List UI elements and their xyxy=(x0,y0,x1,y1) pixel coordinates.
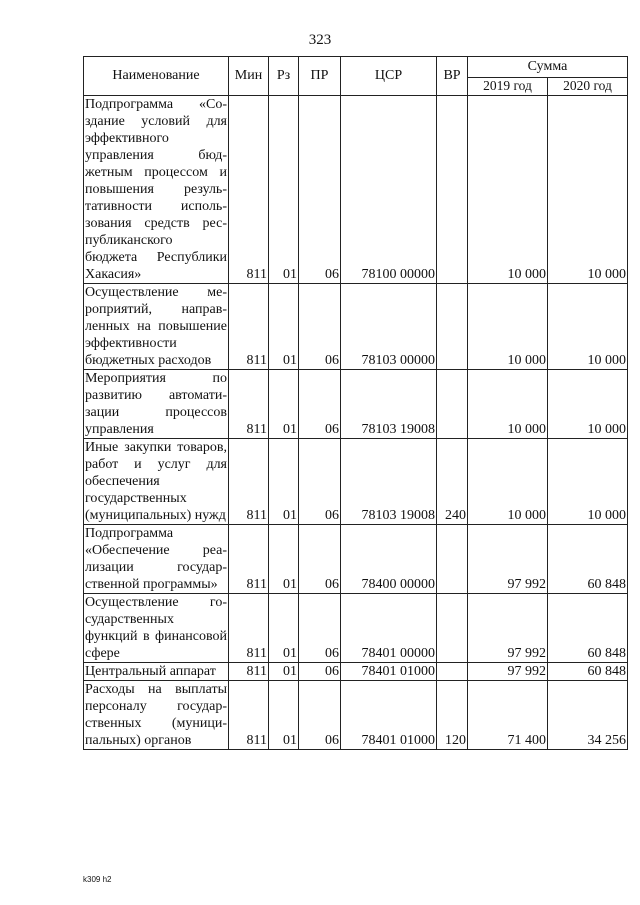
table-row xyxy=(84,284,628,370)
cell-y2019: 10 000 xyxy=(468,96,548,284)
cell-min: 811 xyxy=(229,681,269,750)
cell-pr: 06 xyxy=(299,681,341,750)
cell-min: 811 xyxy=(229,370,269,439)
cell-y2020: 10 000 xyxy=(548,439,628,525)
cell-rz: 01 xyxy=(269,681,299,750)
cell-pr: 06 xyxy=(299,525,341,594)
cell-name: Подпрограмма «Обеспечение реализации государственной программы» xyxy=(85,526,227,592)
table-row xyxy=(84,96,628,284)
table-row xyxy=(84,370,628,439)
cell-rz: 01 xyxy=(269,284,299,370)
cell-y2019: 10 000 xyxy=(468,284,548,370)
cell-csr: 78401 01000 xyxy=(341,663,437,681)
cell-rz: 01 xyxy=(269,663,299,681)
cell-y2019: 97 992 xyxy=(468,663,548,681)
cell-rz: 01 xyxy=(269,525,299,594)
cell-pr: 06 xyxy=(299,284,341,370)
cell-pr: 06 xyxy=(299,370,341,439)
cell-pr: 06 xyxy=(299,439,341,525)
cell-rz: 01 xyxy=(269,594,299,663)
cell-name: Расходы на выплаты персоналу государственных (муниципальных) органов xyxy=(85,682,227,748)
cell-vr xyxy=(437,370,468,439)
cell-csr: 78103 19008 xyxy=(341,370,437,439)
cell-y2020: 10 000 xyxy=(548,370,628,439)
cell-y2019: 97 992 xyxy=(468,594,548,663)
cell-vr xyxy=(437,594,468,663)
cell-csr: 78100 00000 xyxy=(341,96,437,284)
header-vr: ВР xyxy=(437,57,468,96)
cell-min: 811 xyxy=(229,439,269,525)
cell-y2019: 97 992 xyxy=(468,525,548,594)
cell-pr: 06 xyxy=(299,594,341,663)
cell-name: Мероприятия по развитию автоматизации процессов управления xyxy=(85,371,227,437)
budget-table xyxy=(83,56,628,750)
page-number: 323 xyxy=(308,32,332,48)
header-csr: ЦСР xyxy=(341,57,437,96)
cell-csr: 78401 01000 xyxy=(341,681,437,750)
cell-pr: 06 xyxy=(299,663,341,681)
cell-min: 811 xyxy=(229,284,269,370)
cell-y2020: 10 000 xyxy=(548,96,628,284)
footer-code: k309 h2 xyxy=(83,875,112,884)
table-row xyxy=(84,525,628,594)
table-row xyxy=(84,681,628,750)
cell-vr xyxy=(437,525,468,594)
cell-y2019: 10 000 xyxy=(468,370,548,439)
cell-pr: 06 xyxy=(299,96,341,284)
header-min: Мин xyxy=(229,57,269,96)
cell-rz: 01 xyxy=(269,96,299,284)
cell-y2020: 60 848 xyxy=(548,594,628,663)
header-sum: Сумма xyxy=(468,57,628,78)
header-pr: ПР xyxy=(299,57,341,96)
header-2020: 2020 год xyxy=(548,77,628,95)
table-row xyxy=(84,663,628,681)
cell-y2019: 71 400 xyxy=(468,681,548,750)
cell-name: Осуществление государственных функций в финансовой сфере xyxy=(85,595,227,661)
cell-name: Подпрограмма «Создание условий для эффективного управления бюджетным процессом и повышения результативности использования средств республиканского бюджета Республики Хакасия» xyxy=(85,97,227,282)
header-name: Наименование xyxy=(84,57,229,96)
cell-rz: 01 xyxy=(269,370,299,439)
cell-y2020: 10 000 xyxy=(548,284,628,370)
cell-csr: 78103 00000 xyxy=(341,284,437,370)
cell-rz: 01 xyxy=(269,439,299,525)
cell-min: 811 xyxy=(229,525,269,594)
cell-y2020: 60 848 xyxy=(548,525,628,594)
cell-name: Иные закупки товаров, работ и услуг для обеспечения государственных (муниципальных) нужд xyxy=(85,440,227,523)
header-rz: Рз xyxy=(269,57,299,96)
cell-vr: 120 xyxy=(437,681,468,750)
cell-vr xyxy=(437,96,468,284)
cell-vr xyxy=(437,663,468,681)
table-row xyxy=(84,439,628,525)
cell-min: 811 xyxy=(229,96,269,284)
table-body xyxy=(84,96,628,750)
cell-name: Осуществление мероприятий, направленных на повышение эффективности бюджетных расходов xyxy=(85,285,227,368)
cell-csr: 78103 19008 xyxy=(341,439,437,525)
table-row xyxy=(84,594,628,663)
cell-vr: 240 xyxy=(437,439,468,525)
header-2019: 2019 год xyxy=(468,77,548,95)
cell-y2020: 60 848 xyxy=(548,663,628,681)
cell-csr: 78401 00000 xyxy=(341,594,437,663)
cell-min: 811 xyxy=(229,663,269,681)
cell-csr: 78400 00000 xyxy=(341,525,437,594)
cell-y2019: 10 000 xyxy=(468,439,548,525)
cell-vr xyxy=(437,284,468,370)
cell-name: Центральный аппарат xyxy=(84,663,229,681)
cell-min: 811 xyxy=(229,594,269,663)
cell-y2020: 34 256 xyxy=(548,681,628,750)
